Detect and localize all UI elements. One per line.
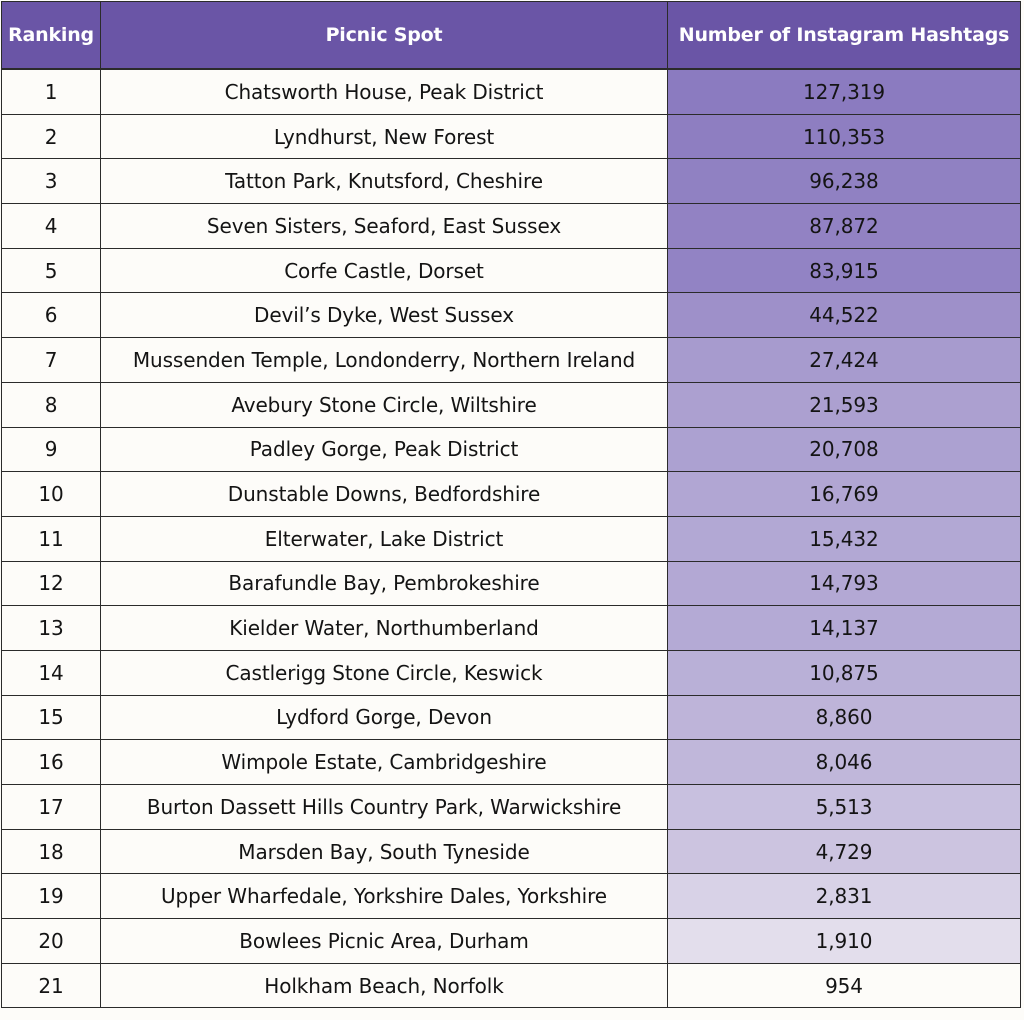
ranking-cell: 2 [2,114,101,159]
picnic-spot-cell: Kielder Water, Northumberland [101,606,668,651]
ranking-cell: 18 [2,829,101,874]
picnic-spot-cell: Wimpole Estate, Cambridgeshire [101,740,668,785]
table-row [2,159,1021,204]
hashtag-count-cell: 96,238 [668,159,1021,204]
picnic-spot-cell: Tatton Park, Knutsford, Cheshire [101,159,668,204]
picnic-spot-cell: Bowlees Picnic Area, Durham [101,919,668,964]
picnic-spot-cell: Lyndhurst, New Forest [101,114,668,159]
table-row [2,69,1021,114]
table-row [2,650,1021,695]
ranking-cell: 8 [2,382,101,427]
ranking-cell: 6 [2,293,101,338]
ranking-cell: 3 [2,159,101,204]
ranking-cell: 4 [2,204,101,249]
ranking-cell: 12 [2,561,101,606]
table-row [2,114,1021,159]
picnic-spot-cell: Chatsworth House, Peak District [101,69,668,114]
ranking-cell: 20 [2,919,101,964]
hashtag-count-cell: 27,424 [668,338,1021,383]
table-row [2,516,1021,561]
picnic-spot-cell: Barafundle Bay, Pembrokeshire [101,561,668,606]
table-row [2,472,1021,517]
table-row [2,561,1021,606]
hashtag-count-cell: 8,860 [668,695,1021,740]
picnic-spot-cell: Burton Dassett Hills Country Park, Warwickshire [101,785,668,830]
hashtag-count-cell: 15,432 [668,516,1021,561]
ranking-cell: 10 [2,472,101,517]
hashtag-count-cell: 954 [668,963,1021,1008]
picnic-spot-cell: Elterwater, Lake District [101,516,668,561]
ranking-cell: 15 [2,695,101,740]
table-row [2,427,1021,472]
table-row [2,785,1021,830]
ranking-table [1,1,1021,1008]
picnic-spot-cell: Dunstable Downs, Bedfordshire [101,472,668,517]
ranking-cell: 9 [2,427,101,472]
picnic-spot-cell: Corfe Castle, Dorset [101,248,668,293]
hashtag-count-cell: 83,915 [668,248,1021,293]
ranking-cell: 1 [2,69,101,114]
ranking-cell: 11 [2,516,101,561]
table-row [2,874,1021,919]
hashtag-count-cell: 5,513 [668,785,1021,830]
hashtag-count-cell: 14,137 [668,606,1021,651]
ranking-cell: 16 [2,740,101,785]
header-ranking: Ranking [2,2,101,70]
ranking-cell: 13 [2,606,101,651]
table-row [2,338,1021,383]
picnic-spot-cell: Castlerigg Stone Circle, Keswick [101,650,668,695]
header-hashtags: Number of Instagram Hashtags [668,2,1021,70]
table-row [2,740,1021,785]
picnic-spot-cell: Upper Wharfedale, Yorkshire Dales, Yorkshire [101,874,668,919]
table-row [2,695,1021,740]
picnic-spot-cell: Lydford Gorge, Devon [101,695,668,740]
ranking-cell: 21 [2,963,101,1008]
table-row [2,248,1021,293]
hashtag-count-cell: 10,875 [668,650,1021,695]
table-row [2,829,1021,874]
hashtag-count-cell: 110,353 [668,114,1021,159]
ranking-cell: 19 [2,874,101,919]
picnic-spot-cell: Padley Gorge, Peak District [101,427,668,472]
hashtag-count-cell: 21,593 [668,382,1021,427]
picnic-spot-cell: Mussenden Temple, Londonderry, Northern Ireland [101,338,668,383]
table-row [2,963,1021,1008]
picnic-spot-cell: Marsden Bay, South Tyneside [101,829,668,874]
table-row [2,919,1021,964]
table-row [2,606,1021,651]
hashtag-count-cell: 20,708 [668,427,1021,472]
table-body [2,69,1021,1008]
picnic-spot-cell: Devil’s Dyke, West Sussex [101,293,668,338]
hashtag-count-cell: 127,319 [668,69,1021,114]
header-row [2,2,1021,70]
ranking-cell: 5 [2,248,101,293]
hashtag-count-cell: 8,046 [668,740,1021,785]
hashtag-count-cell: 14,793 [668,561,1021,606]
picnic-spot-cell: Holkham Beach, Norfolk [101,963,668,1008]
table-row [2,382,1021,427]
hashtag-count-cell: 1,910 [668,919,1021,964]
header-picnic-spot: Picnic Spot [101,2,668,70]
ranking-cell: 17 [2,785,101,830]
hashtag-count-cell: 4,729 [668,829,1021,874]
hashtag-count-cell: 2,831 [668,874,1021,919]
hashtag-count-cell: 16,769 [668,472,1021,517]
hashtag-count-cell: 87,872 [668,204,1021,249]
picnic-spot-cell: Seven Sisters, Seaford, East Sussex [101,204,668,249]
table-row [2,293,1021,338]
table-row [2,204,1021,249]
picnic-spot-cell: Avebury Stone Circle, Wiltshire [101,382,668,427]
ranking-cell: 14 [2,650,101,695]
hashtag-count-cell: 44,522 [668,293,1021,338]
ranking-cell: 7 [2,338,101,383]
